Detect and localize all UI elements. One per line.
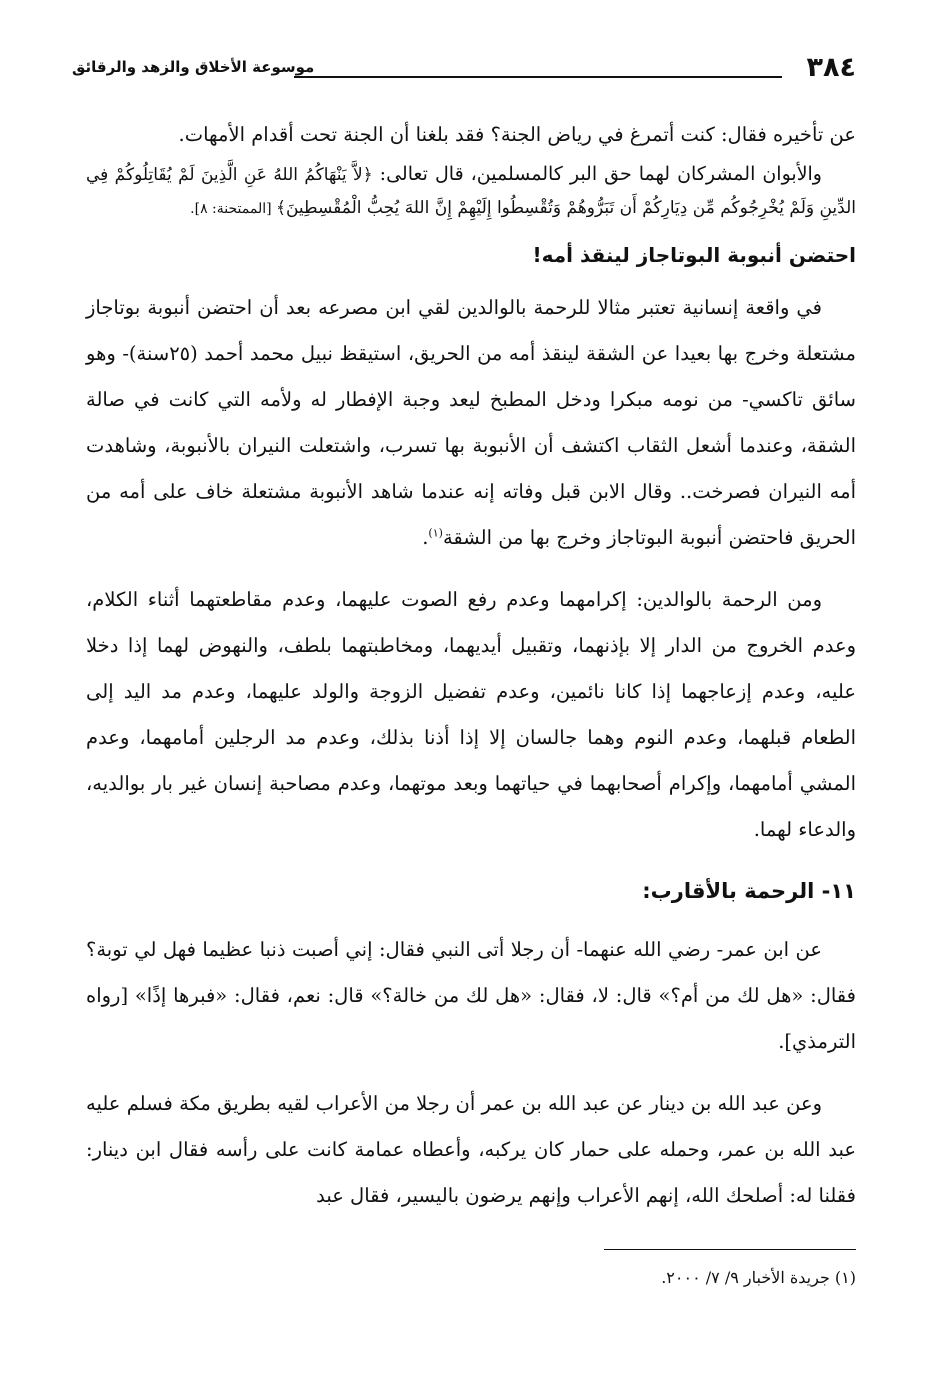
page-body — [86, 112, 856, 1219]
footnote: (١) جريدة الأخبار ٩/ ٧/ ٢٠٠٠. — [661, 1268, 856, 1287]
footnote-rule — [604, 1249, 856, 1250]
header-rule — [294, 76, 782, 78]
page-header — [72, 52, 856, 86]
paragraph-text: والأبوان المشركان لهما حق البر كالمسلمين، قال تعالى: — [372, 163, 822, 185]
paragraph: عن ابن عمر- رضي الله عنهما- أن رجلا أتى النبي فقال: إني أصبت ذنبا عظيما فهل لي توبة؟ فقال: «هل لك من أم؟» قال: لا، فقال: «هل لك من خالة؟» قال: نعم، فقال: «فبرها إذًا» [رواه الترمذي]. — [86, 938, 856, 1053]
section-heading: ١١- الرحمة بالأقارب: — [642, 879, 856, 903]
page-number: ٣٨٤ — [806, 52, 856, 83]
paragraph: عن تأخيره فقال: كنت أتمرغ في رياض الجنة؟ فقد بلغنا أن الجنة تحت أقدام الأمهات. — [178, 123, 856, 146]
running-title: موسوعة الأخلاق والزهد والرقائق — [72, 58, 315, 76]
section-heading: احتضن أنبوبة البوتاجاز لينقذ أمه! — [532, 243, 856, 267]
paragraph — [86, 285, 856, 561]
paragraph: وعن عبد الله بن دينار عن عبد الله بن عمر أن رجلا من الأعراب لقيه بطريق مكة فسلم عليه عبد الله بن عمر، وحمله على حمار كان يركبه، وأعطاه عمامة كانت على رأسه فقال ابن دينار: فقلنا له: أصلحك الله، إنهم الأعراب وإنهم يرضون باليسير، فقال عبد — [86, 1092, 856, 1207]
paragraph: ومن الرحمة بالوالدين: إكرامهما وعدم رفع الصوت عليهما، وعدم مقاطعتهما أثناء الكلام، وعدم الخروج من الدار إلا بإذنهما، وتقبيل أيديهما، ومخاطبتهما بلطف، والنهوض لهما إذا دخلا عليه، وعدم إزعاجهما إذا كانا نائمين، وعدم تفضيل الزوجة والولد عليهما، وعدم مد اليد إلى الطعام قبلهما، وعدم النوم وهما جالسان إلا إذا أذنا بذلك، وعدم مد الرجلين أمامهما، وعدم المشي أمامهما، وإكرام أصحابهما في حياتهما وبعد موتهما، وعدم مصاحبة إنسان غير بار بوالديه، والدعاء لهما. — [86, 588, 856, 841]
paragraph-end: . — [422, 526, 429, 549]
paragraph-with-verse — [86, 158, 856, 225]
verse-reference: [الممتحنة: ٨]. — [190, 201, 277, 217]
paragraph-text: في واقعة إنسانية تعتبر مثالا للرحمة بالوالدين لقي ابن مصرعه بعد أن احتضن أنبوبة بوتاجاز مشتعلة وخرج بها بعيدا عن الشقة لينقذ أمه من الحريق، استيقظ نبيل محمد أحمد (٢٥سنة)- وهو سائق تاكسي- من نومه مبكرا ودخل المطبخ ليعد وجبة الإفطار له ولأمه التي كانت في صالة الشقة، وعندما أشعل الثقاب اكتشف أن الأنبوبة بها تسرب، واشتعلت النيران بالأنبوبة، وشاهدت أمه النيران فصرخت.. وقال الابن قبل وفاته إنه عندما شاهد الأنبوبة مشتعلة خاف على أمه من الحريق فاحتضن أنبوبة البوتاجاز وخرج بها من الشقة — [86, 296, 856, 549]
quran-verse: ﴿لاَّ يَنْهَاكُمُ اللهُ عَنِ الَّذِينَ لَمْ يُقَاتِلُوكُمْ فِي الدِّينِ وَلَمْ يُخْرِجُوكُم مِّن دِيَارِكُمْ أَن تَبَرُّوهُمْ وَتُقْسِطُوا إِلَيْهِمْ إِنَّ اللهَ يُحِبُّ الْمُقْسِطِينَ﴾ — [86, 165, 856, 218]
footnote-marker: (١) — [428, 526, 443, 540]
